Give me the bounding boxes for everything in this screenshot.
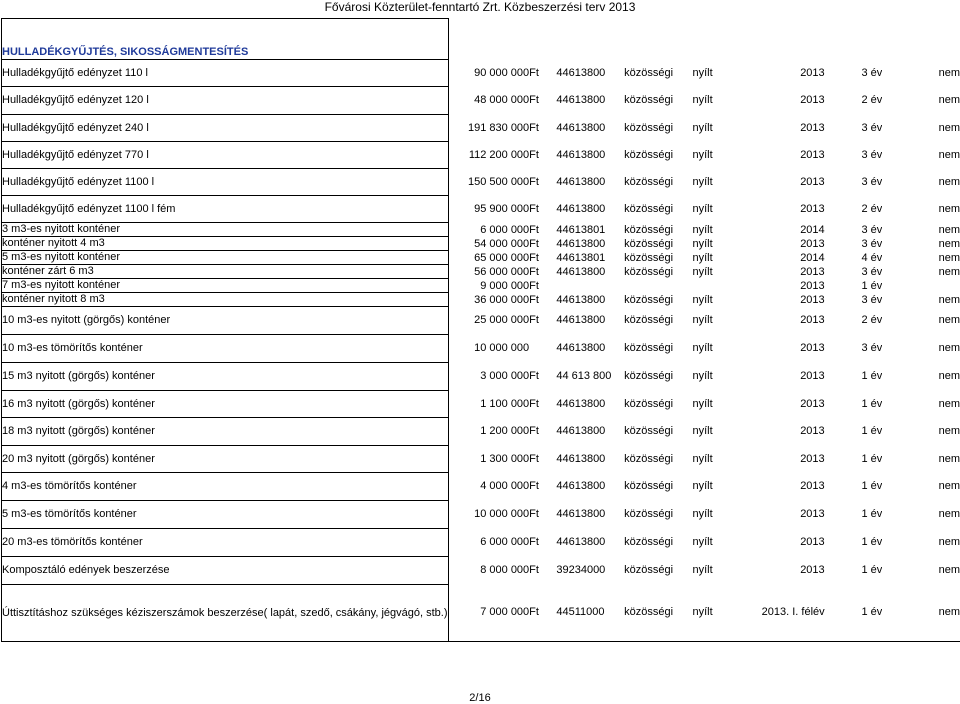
cell-amount: 95 900 000 bbox=[474, 202, 530, 215]
cell-amount: 1 200 000 bbox=[480, 425, 530, 437]
table-row bbox=[2, 169, 960, 196]
cell-cpv: 44613800 bbox=[556, 508, 606, 520]
cell-cur: Ft bbox=[529, 223, 539, 236]
cell-year: 2013 bbox=[800, 342, 825, 354]
procurement-table bbox=[1, 18, 960, 642]
cell-flag: nem bbox=[938, 66, 960, 79]
cell-amount: 8 000 000 bbox=[480, 564, 530, 576]
item-description: 20 m3 nyitott (görgős) konténer bbox=[2, 446, 449, 473]
item-description: 20 m3-es tömörítős konténer bbox=[2, 529, 449, 557]
cell-dur: 1 év bbox=[861, 425, 883, 437]
cell-cur: Ft bbox=[529, 397, 539, 410]
cell-kind: közösségi bbox=[624, 94, 674, 106]
cell-kind: közösségi bbox=[624, 251, 674, 264]
cell-cpv: 44613800 bbox=[556, 452, 606, 465]
cell-cpv: 44613800 bbox=[556, 293, 606, 306]
cell-cur: Ft bbox=[529, 66, 539, 79]
cell-proc: nyílt bbox=[692, 425, 713, 437]
cell-year: 2013 bbox=[800, 425, 825, 437]
item-description: Hulladékgyűjtő edényzet 1100 l bbox=[2, 169, 449, 196]
cell-proc: nyílt bbox=[692, 480, 713, 492]
table-row bbox=[2, 142, 960, 169]
cell-year: 2013 bbox=[800, 66, 825, 79]
item-description: 5 m3-es tömörítős konténer bbox=[2, 501, 449, 529]
cell-cur: Ft bbox=[529, 251, 539, 264]
cell-dur: 2 év bbox=[861, 202, 883, 215]
cell-amount: 48 000 000 bbox=[474, 94, 530, 106]
cell-proc: nyílt bbox=[692, 370, 713, 382]
cell-flag: nem bbox=[938, 223, 960, 236]
table-row bbox=[2, 473, 960, 501]
cell-year: 2014 bbox=[800, 223, 825, 236]
item-description: Hulladékgyűjtő edényzet 240 l bbox=[2, 115, 449, 142]
cell-cur bbox=[529, 335, 556, 363]
cell-year: 2013 bbox=[800, 397, 825, 410]
cell-cpv: 44613800 bbox=[556, 425, 606, 437]
cell-flag: nem bbox=[938, 452, 960, 465]
cell-dur: 3 év bbox=[861, 342, 883, 354]
cell-year: 2013 bbox=[800, 564, 825, 576]
cell-flag: nem bbox=[938, 480, 960, 492]
cell-proc: nyílt bbox=[692, 66, 713, 79]
cell-year: 2013 bbox=[800, 148, 825, 161]
cell-proc: nyílt bbox=[692, 564, 713, 576]
cell-year: 2013 bbox=[800, 314, 825, 326]
cell-proc: nyílt bbox=[692, 293, 713, 306]
cell-dur: 1 év bbox=[861, 480, 883, 492]
item-description: Úttisztításhoz szükséges kéziszerszámok beszerzése( lapát, szedő, csákány, jégvágó, stb.) bbox=[2, 585, 449, 642]
cell-dur: 3 év bbox=[861, 66, 883, 79]
item-description: Komposztáló edények beszerzése bbox=[2, 557, 449, 585]
cell-cpv: 44613800 bbox=[556, 265, 606, 278]
cell-cur: Ft bbox=[529, 237, 539, 250]
table-row bbox=[2, 391, 960, 418]
cell-cur: Ft bbox=[529, 564, 539, 576]
cell-kind: közösségi bbox=[624, 342, 674, 354]
item-description: Hulladékgyűjtő edényzet 120 l bbox=[2, 87, 449, 115]
cell-kind bbox=[624, 279, 692, 293]
cell-amount: 1 300 000 bbox=[480, 452, 530, 465]
cell-kind: közösségi bbox=[624, 425, 674, 437]
cell-cpv: 44613800 bbox=[556, 397, 606, 410]
cell-proc: nyílt bbox=[693, 585, 746, 642]
cell-flag: nem bbox=[938, 237, 960, 250]
cell-proc: nyílt bbox=[692, 251, 713, 264]
cell-cpv: 39234000 bbox=[556, 564, 606, 576]
cell-cur: Ft bbox=[529, 370, 539, 382]
cell-flag: nem bbox=[938, 265, 960, 278]
cell-flag bbox=[882, 279, 960, 293]
cell-cur: Ft bbox=[529, 94, 539, 106]
cell-dur: 3 év bbox=[861, 293, 883, 306]
item-description: 10 m3-es nyitott (görgős) konténer bbox=[2, 307, 449, 335]
cell-amount: 54 000 000 bbox=[474, 237, 530, 250]
cell-amount: 3 000 000 bbox=[480, 370, 530, 382]
cell-dur: 1 év bbox=[861, 508, 883, 520]
cell-proc bbox=[693, 279, 746, 293]
cell-proc: nyílt bbox=[692, 265, 713, 278]
table-row bbox=[2, 60, 960, 87]
cell-year: 2013 bbox=[800, 94, 825, 106]
cell-kind: közösségi bbox=[624, 585, 692, 642]
cell-proc: nyílt bbox=[692, 223, 713, 236]
item-description: konténer nyitott 4 m3 bbox=[2, 237, 449, 251]
item-description: Hulladékgyűjtő edényzet 110 l bbox=[2, 60, 449, 87]
cell-flag: nem bbox=[938, 342, 960, 354]
cell-year: 2013 bbox=[800, 293, 825, 306]
item-description: 16 m3 nyitott (görgős) konténer bbox=[2, 391, 449, 418]
cell-cur: Ft bbox=[529, 536, 539, 548]
cell-dur: 1 év bbox=[861, 564, 883, 576]
cell-amount: 65 000 000 bbox=[474, 251, 530, 264]
cell-year: 2013 bbox=[800, 536, 825, 548]
cell-dur: 1 év bbox=[861, 536, 883, 548]
cell-year: 2013 bbox=[800, 480, 825, 492]
table-row bbox=[2, 307, 960, 335]
cell-proc: nyílt bbox=[692, 121, 713, 134]
cell-cpv: 44 613 800 bbox=[556, 370, 612, 382]
cell-flag: nem bbox=[938, 121, 960, 134]
item-description: 15 m3 nyitott (görgős) konténer bbox=[2, 363, 449, 391]
cell-proc: nyílt bbox=[692, 237, 713, 250]
cell-cur: Ft bbox=[529, 314, 539, 326]
cell-cur: Ft bbox=[529, 585, 556, 642]
cell-dur: 3 év bbox=[861, 121, 883, 134]
cell-kind: közösségi bbox=[624, 397, 674, 410]
table-row bbox=[2, 501, 960, 529]
cell-dur: 3 év bbox=[861, 175, 883, 188]
cell-proc: nyílt bbox=[692, 452, 713, 465]
cell-cur: Ft bbox=[529, 121, 539, 134]
cell-cpv: 44613800 bbox=[556, 480, 606, 492]
cell-kind: közösségi bbox=[624, 293, 674, 306]
table-row bbox=[2, 335, 960, 363]
cell-year: 2013 bbox=[800, 202, 825, 215]
cell-dur: 1 év bbox=[825, 585, 883, 642]
cell-amount: 10 000 000 bbox=[474, 342, 530, 354]
item-description: 4 m3-es tömörítős konténer bbox=[2, 473, 449, 501]
cell-proc: nyílt bbox=[692, 202, 713, 215]
cell-year: 2013 bbox=[800, 279, 825, 292]
table-row bbox=[2, 251, 960, 265]
cell-year: 2014 bbox=[800, 251, 825, 264]
cell-cur: Ft bbox=[529, 175, 539, 188]
cell-dur: 2 év bbox=[861, 94, 883, 106]
table-row bbox=[2, 446, 960, 473]
cell-cpv bbox=[556, 279, 624, 293]
cell-cpv: 44613801 bbox=[556, 251, 606, 264]
cell-dur: 1 év bbox=[861, 452, 883, 465]
cell-flag: nem bbox=[938, 202, 960, 215]
cell-proc: nyílt bbox=[692, 175, 713, 188]
cell-kind: közösségi bbox=[624, 536, 674, 548]
cell-cpv: 44613800 bbox=[556, 536, 606, 548]
item-description: 3 m3-es nyitott konténer bbox=[2, 223, 449, 237]
cell-flag: nem bbox=[938, 425, 960, 437]
cell-cur: Ft bbox=[529, 279, 539, 292]
cell-cpv: 44613800 bbox=[556, 202, 606, 215]
cell-flag: nem bbox=[938, 148, 960, 161]
cell-kind: közösségi bbox=[624, 223, 674, 236]
table-row bbox=[2, 115, 960, 142]
table-row bbox=[2, 265, 960, 279]
cell-cpv: 44613800 bbox=[556, 237, 606, 250]
item-description: 5 m3-es nyitott konténer bbox=[2, 251, 449, 265]
cell-cpv: 44613800 bbox=[556, 175, 606, 188]
cell-dur: 3 év bbox=[861, 237, 883, 250]
cell-year: 2013 bbox=[800, 265, 825, 278]
cell-kind: közösségi bbox=[624, 148, 674, 161]
cell-year: 2013 bbox=[800, 121, 825, 134]
cell-cpv: 44613801 bbox=[556, 223, 606, 236]
cell-proc: nyílt bbox=[692, 148, 713, 161]
cell-amount: 36 000 000 bbox=[474, 293, 530, 306]
cell-proc: nyílt bbox=[692, 397, 713, 410]
cell-cpv: 44511000 bbox=[556, 585, 624, 642]
cell-cur: Ft bbox=[529, 202, 539, 215]
item-description: konténer zárt 6 m3 bbox=[2, 265, 449, 279]
cell-year: 2013 bbox=[800, 175, 825, 188]
section-row bbox=[2, 19, 960, 60]
cell-flag: nem bbox=[938, 314, 960, 326]
cell-flag: nem bbox=[938, 293, 960, 306]
item-description: Hulladékgyűjtő edényzet 770 l bbox=[2, 142, 449, 169]
table-row bbox=[2, 279, 960, 293]
cell-dur: 3 év bbox=[861, 223, 883, 236]
cell-amount: 150 500 000 bbox=[468, 175, 530, 188]
cell-amount: 25 000 000 bbox=[474, 314, 530, 326]
item-description: 10 m3-es tömörítős konténer bbox=[2, 335, 449, 363]
cell-amount: 56 000 000 bbox=[474, 265, 530, 278]
cell-cpv: 44613800 bbox=[556, 66, 606, 79]
cell-kind: közösségi bbox=[624, 370, 674, 382]
table-row bbox=[2, 363, 960, 391]
cell-year: 2013. I. félév bbox=[746, 585, 825, 642]
table-row bbox=[2, 223, 960, 237]
cell-year: 2013 bbox=[800, 508, 825, 520]
cell-kind: közösségi bbox=[624, 237, 674, 250]
cell-amount: 6 000 000 bbox=[480, 223, 530, 236]
cell-proc: nyílt bbox=[692, 342, 713, 354]
cell-cur: Ft bbox=[529, 480, 539, 492]
cell-amount: 7 000 000 bbox=[448, 585, 529, 642]
item-description: Hulladékgyűjtő edényzet 1100 l fém bbox=[2, 196, 449, 223]
cell-cur: Ft bbox=[529, 508, 539, 520]
cell-amount: 1 100 000 bbox=[480, 397, 530, 410]
cell-cur: Ft bbox=[529, 293, 539, 306]
table-row bbox=[2, 293, 960, 307]
cell-flag: nem bbox=[882, 585, 960, 642]
cell-proc: nyílt bbox=[692, 314, 713, 326]
cell-dur: 3 év bbox=[861, 265, 883, 278]
cell-dur: 3 év bbox=[861, 148, 883, 161]
cell-kind: közösségi bbox=[624, 480, 674, 492]
cell-kind: közösségi bbox=[624, 66, 674, 79]
cell-kind: közösségi bbox=[624, 202, 674, 215]
item-description: konténer nyitott 8 m3 bbox=[2, 293, 449, 307]
cell-dur: 1 év bbox=[861, 397, 883, 410]
cell-amount: 191 830 000 bbox=[468, 121, 530, 134]
cell-year: 2013 bbox=[800, 452, 825, 465]
cell-year: 2013 bbox=[800, 370, 825, 382]
cell-cur: Ft bbox=[529, 452, 539, 465]
cell-flag: nem bbox=[938, 564, 960, 576]
item-description: 18 m3 nyitott (görgős) konténer bbox=[2, 418, 449, 446]
table-row bbox=[2, 418, 960, 446]
cell-amount: 6 000 000 bbox=[480, 536, 530, 548]
table-row bbox=[2, 196, 960, 223]
cell-kind: közösségi bbox=[624, 452, 674, 465]
cell-flag: nem bbox=[938, 251, 960, 264]
cell-proc: nyílt bbox=[692, 536, 713, 548]
cell-flag: nem bbox=[938, 175, 960, 188]
cell-cur: Ft bbox=[529, 425, 539, 437]
cell-cur: Ft bbox=[529, 148, 539, 161]
cell-kind: közösségi bbox=[624, 175, 674, 188]
cell-kind: közösségi bbox=[624, 265, 674, 278]
cell-cpv: 44613800 bbox=[556, 121, 606, 134]
cell-cpv: 44613800 bbox=[556, 94, 606, 106]
table-row bbox=[2, 237, 960, 251]
cell-dur: 1 év bbox=[861, 370, 883, 382]
cell-cpv: 44613800 bbox=[556, 148, 606, 161]
cell-year: 2013 bbox=[800, 237, 825, 250]
cell-kind: közösségi bbox=[624, 564, 674, 576]
cell-kind: közösségi bbox=[624, 314, 674, 326]
cell-dur: 1 év bbox=[861, 279, 883, 292]
table-row bbox=[2, 529, 960, 557]
table-row bbox=[2, 87, 960, 115]
cell-dur: 4 év bbox=[861, 251, 883, 264]
cell-flag: nem bbox=[938, 94, 960, 106]
cell-cpv: 44613800 bbox=[556, 314, 606, 326]
table-row bbox=[2, 585, 960, 642]
cell-dur: 2 év bbox=[861, 314, 883, 326]
cell-flag: nem bbox=[938, 508, 960, 520]
document-header: Fővárosi Közterület-fenntartó Zrt. Közbeszerzési terv 2013 bbox=[324, 0, 636, 14]
cell-amount: 4 000 000 bbox=[480, 480, 530, 492]
item-description: 7 m3-es nyitott konténer bbox=[2, 279, 449, 293]
cell-cur: Ft bbox=[529, 265, 539, 278]
cell-amount: 10 000 000 bbox=[474, 508, 530, 520]
cell-cpv: 44613800 bbox=[556, 342, 606, 354]
cell-proc: nyílt bbox=[692, 508, 713, 520]
cell-flag: nem bbox=[938, 370, 960, 382]
cell-amount: 9 000 000 bbox=[480, 279, 530, 292]
page-number: 2/16 bbox=[469, 692, 491, 704]
cell-kind: közösségi bbox=[624, 508, 674, 520]
cell-amount: 90 000 000 bbox=[474, 66, 530, 79]
section-title: HULLADÉKGYŰJTÉS, SIKOSSÁGMENTESÍTÉS bbox=[2, 19, 449, 60]
cell-amount: 112 200 000 bbox=[468, 148, 530, 161]
cell-flag: nem bbox=[938, 536, 960, 548]
cell-proc: nyílt bbox=[692, 94, 713, 106]
table-row bbox=[2, 557, 960, 585]
cell-kind: közösségi bbox=[624, 121, 674, 134]
cell-flag: nem bbox=[938, 397, 960, 410]
